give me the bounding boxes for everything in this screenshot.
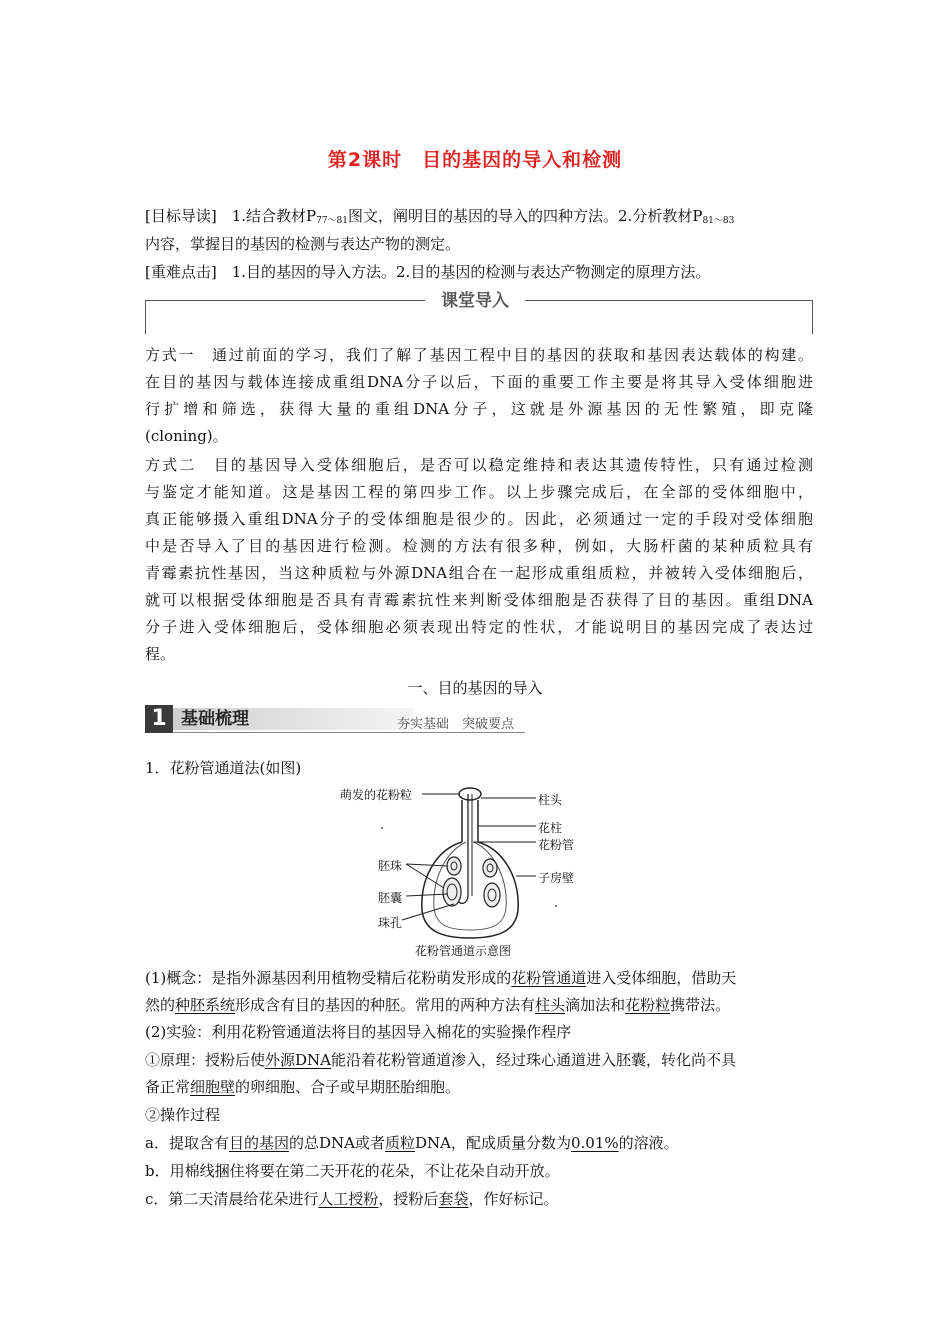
section-heading: 一、目的基因的导入 — [407, 679, 543, 697]
band-rule — [173, 732, 525, 733]
process-title: ②操作过程 — [145, 1106, 221, 1124]
principle-line-2 — [145, 1077, 460, 1097]
label-germinating-pollen: 萌发的花粉粒 — [340, 788, 413, 802]
page-range-subscript: 81～83 — [702, 216, 735, 226]
intro-line: 在目的基因与载体连接成重组DNA分子以后，下面的重要工作主要是将其导入受体细胞进 — [145, 373, 813, 391]
key-points-line: [重难点击] 1.目的基因的导入方法。2.目的基因的检测与表达产物测定的原理方法。 — [145, 263, 711, 281]
concept-line-1 — [145, 968, 736, 988]
step-c — [145, 1189, 558, 1209]
answer-blank: 目的基因 — [228, 1134, 289, 1152]
item-heading: 1．花粉管通道法(如图) — [145, 759, 302, 777]
label-ovary-wall: 子房壁 — [538, 871, 575, 885]
goals-text: 图文，阐明目的基因的导入的四种方法。2.分析教材P — [348, 207, 703, 225]
label-style: 花柱 — [538, 821, 563, 835]
text: a．提取含有 — [145, 1134, 229, 1152]
text: 的总DNA或者 — [288, 1134, 385, 1152]
text: ①原理：授粉后使 — [145, 1051, 266, 1069]
intro-line: 方式二 目的基因导入受体细胞后，是否可以稳定维持和表达其遗传特性，只有通过检测 — [145, 456, 813, 474]
intro-line: 中是否导入了目的基因进行检测。检测的方法有很多种，例如，大肠杆菌的某种质粒具有 — [145, 537, 813, 555]
label-micropyle: 珠孔 — [378, 916, 403, 930]
intro-line: 分子进入受体细胞后，受体细胞必须表现出特定的性状，才能说明目的基因完成了表达过 — [145, 618, 813, 636]
text: c．第二天清晨给花朵进行 — [145, 1190, 319, 1208]
intro-line: 行扩增和筛选，获得大量的重组DNA分子，这就是外源基因的无性繁殖，即克隆 — [145, 400, 813, 418]
text: 形成含有目的基因的种胚。常用的两种方法有 — [235, 996, 536, 1014]
section-band — [145, 705, 525, 733]
band-title: 基础梳理 — [181, 709, 249, 729]
intro-line: 真正能够摄入重组DNA分子的受体细胞是很少的。因此，必须通过一定的手段对受体细胞 — [145, 510, 813, 528]
answer-blank: 种胚系统 — [175, 996, 236, 1014]
experiment-line: (2)实验：利用花粉管通道法将目的基因导入棉花的实验操作程序 — [145, 1023, 572, 1041]
text: 备正常 — [145, 1078, 191, 1096]
answer-blank: 套袋 — [438, 1190, 469, 1208]
intro-line: 程。 — [145, 645, 176, 663]
text: ，授粉后 — [378, 1190, 439, 1208]
principle-line-1 — [145, 1050, 736, 1070]
text: (1)概念：是指外源基因利用植物受精后花粉萌发形成的 — [145, 969, 512, 987]
page-title: 第2课时 目的基因的导入和检测 — [327, 149, 623, 171]
text: 滴加法和 — [565, 996, 626, 1014]
label-stigma: 柱头 — [538, 793, 563, 807]
intro-line: 就可以根据受体细胞是否具有青霉素抗性来判断受体细胞是否获得了目的基因。重组DNA — [145, 591, 813, 609]
text: 然的 — [145, 996, 176, 1014]
goals-text: [目标导读] 1.结合教材P — [145, 207, 317, 225]
band-number: 1 — [145, 705, 173, 733]
answer-blank: 质粒 — [384, 1134, 415, 1152]
text: 的溶液。 — [618, 1134, 679, 1152]
answer-blank: 花粉管通道 — [511, 969, 587, 987]
figure-caption: 花粉管通道示意图 — [415, 944, 512, 958]
answer-blank: 人工授粉 — [318, 1190, 379, 1208]
answer-blank: 细胞壁 — [190, 1078, 236, 1096]
intro-line: 青霉素抗性基因，当这种质粒与外源DNA组合在一起形成重组质粒，并被转入受体细胞后， — [145, 564, 813, 582]
answer-blank: 花粉粒 — [625, 996, 671, 1014]
text: 进入受体细胞，借助天 — [586, 969, 737, 987]
text: 能沿着花粉管通道渗入，经过珠心通道进入胚囊，转化尚不具 — [331, 1051, 737, 1069]
text: ，作好标记。 — [468, 1190, 559, 1208]
page-range-subscript: 77～81 — [316, 216, 349, 226]
intro-line: 与鉴定才能知道。这是基因工程的第四步工作。以上步骤完成后，在全部的受体细胞中， — [145, 483, 813, 501]
section-label: 课堂导入 — [425, 288, 525, 314]
text: 的卵细胞、合子或早期胚胎细胞。 — [235, 1078, 461, 1096]
answer-blank: 0.01% — [570, 1134, 619, 1152]
label-pollen-tube: 花粉管 — [538, 838, 575, 852]
pollen-tube-diagram — [340, 780, 600, 965]
text: DNA，配成质量分数为 — [414, 1134, 571, 1152]
step-a — [145, 1133, 679, 1153]
answer-blank: 柱头 — [535, 996, 566, 1014]
answer-blank: 外源DNA — [265, 1051, 331, 1069]
intro-line: (cloning)。 — [145, 427, 228, 445]
intro-line: 方式一 通过前面的学习，我们了解了基因工程中目的基因的获取和基因表达载体的构建。 — [145, 346, 813, 364]
step-b: b．用棉线捆住将要在第二天开花的花朵，不让花朵自动开放。 — [145, 1162, 560, 1180]
label-ovule: 胚珠 — [378, 859, 403, 873]
band-subtitle: 夯实基础 突破要点 — [397, 717, 515, 732]
label-embryo-sac: 胚囊 — [378, 891, 403, 905]
concept-line-2 — [145, 995, 730, 1015]
goals-line-1 — [145, 206, 734, 231]
text: 携带法。 — [670, 996, 731, 1014]
goals-line-2: 内容，掌握目的基因的检测与表达产物的测定。 — [145, 235, 461, 253]
